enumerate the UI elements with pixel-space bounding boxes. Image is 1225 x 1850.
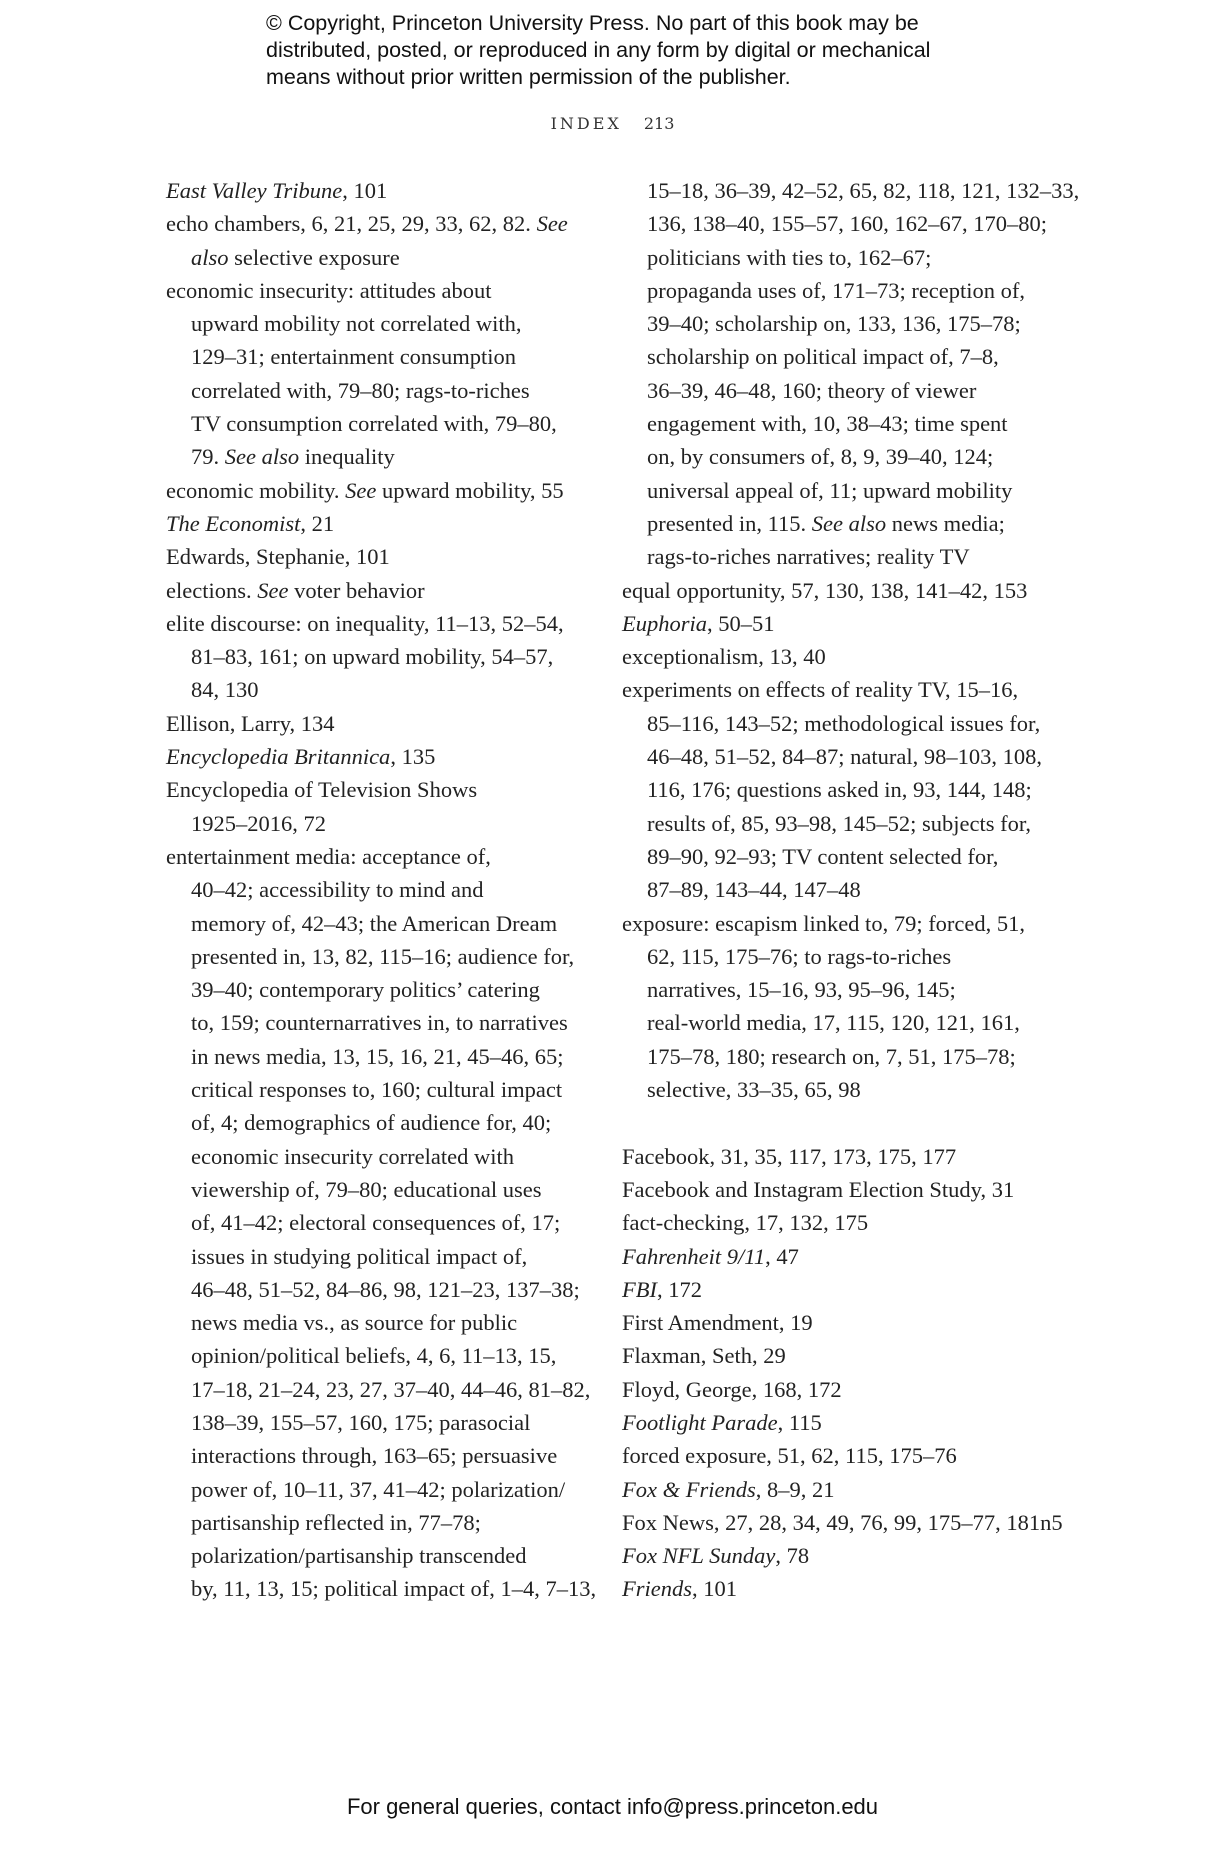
index-text: 116, 176; questions asked in, 93, 144, 148; bbox=[647, 777, 1032, 803]
index-entry-continuation bbox=[166, 1240, 582, 1273]
index-text: to, 159; counternarratives in, to narratives bbox=[191, 1010, 568, 1036]
index-text: , 172 bbox=[656, 1276, 702, 1302]
index-entry-continuation bbox=[166, 973, 582, 1006]
index-text: 46–48, 51–52, 84–87; natural, 98–103, 108, bbox=[647, 744, 1042, 770]
index-entry-continuation bbox=[622, 374, 1042, 407]
index-text: fact-checking, 17, 132, 175 bbox=[622, 1210, 869, 1236]
index-entry-continuation bbox=[166, 1073, 582, 1106]
index-entry-continuation bbox=[622, 507, 1042, 540]
index-entry bbox=[622, 1240, 1042, 1273]
index-entry bbox=[166, 607, 582, 640]
index-text: Edwards, Stephanie, 101 bbox=[166, 544, 390, 570]
index-entry-continuation bbox=[166, 1406, 582, 1439]
index-text: universal appeal of, 11; upward mobility bbox=[647, 477, 1013, 503]
index-text: by, 11, 13, 15; political impact of, 1–4, 7–13, bbox=[191, 1576, 597, 1602]
footer-contact: For general queries, contact info@press.princeton.edu bbox=[346, 1794, 879, 1819]
index-entry-continuation bbox=[622, 1040, 1042, 1073]
index-text: Flaxman, Seth, 29 bbox=[622, 1343, 786, 1369]
index-text-italic: See bbox=[257, 577, 289, 603]
index-entry-continuation bbox=[166, 1040, 582, 1073]
index-entry-continuation bbox=[166, 940, 582, 973]
index-entry-continuation bbox=[166, 640, 582, 673]
running-head bbox=[0, 114, 1225, 133]
index-entry bbox=[622, 907, 1042, 940]
index-text: 36–39, 46–48, 160; theory of viewer bbox=[647, 377, 977, 403]
index-text: 17–18, 21–24, 23, 27, 37–40, 44–46, 81–82, bbox=[191, 1376, 591, 1402]
index-entry-continuation bbox=[166, 407, 582, 440]
index-text: 39–40; contemporary politics’ catering bbox=[191, 977, 540, 1003]
index-entry bbox=[622, 1206, 1042, 1239]
index-entry-continuation bbox=[166, 1140, 582, 1173]
index-entry-continuation bbox=[166, 1339, 582, 1372]
index-entry bbox=[622, 1406, 1042, 1439]
index-entry-continuation bbox=[166, 1006, 582, 1039]
index-text: rags-to-riches narratives; reality TV bbox=[647, 544, 970, 570]
index-entry-continuation bbox=[622, 540, 1042, 573]
index-text: 136, 138–40, 155–57, 160, 162–67, 170–80; bbox=[647, 211, 1048, 237]
index-entry-continuation bbox=[622, 707, 1042, 740]
index-text: elite discourse: on inequality, 11–13, 52–54, bbox=[166, 610, 564, 636]
index-entry-continuation bbox=[622, 440, 1042, 473]
index-text: propaganda uses of, 171–73; reception of, bbox=[647, 277, 1026, 303]
index-entry bbox=[622, 1173, 1042, 1206]
index-entry-continuation bbox=[166, 1473, 582, 1506]
index-text: exceptionalism, 13, 40 bbox=[622, 644, 826, 670]
index-section-gap bbox=[622, 1106, 1042, 1139]
index-entry bbox=[622, 673, 1042, 706]
index-entry-continuation bbox=[622, 207, 1048, 240]
index-text: presented in, 115. bbox=[647, 510, 812, 536]
index-text: economic insecurity: attitudes about bbox=[166, 277, 492, 303]
index-text-italic: Friends bbox=[622, 1576, 692, 1602]
index-text: narratives, 15–16, 93, 95–96, 145; bbox=[647, 977, 956, 1003]
index-text: equal opportunity, 57, 130, 138, 141–42, 153 bbox=[622, 577, 1028, 603]
index-entry-continuation bbox=[166, 1306, 582, 1339]
index-text: elections. bbox=[166, 577, 258, 603]
index-entry bbox=[166, 574, 582, 607]
index-text: 40–42; accessibility to mind and bbox=[191, 877, 484, 903]
index-entry-continuation bbox=[166, 1273, 582, 1306]
index-text: 1925–2016, 72 bbox=[191, 810, 326, 836]
index-entry-continuation bbox=[622, 740, 1042, 773]
index-entry bbox=[622, 607, 1042, 640]
index-text: inequality bbox=[299, 444, 395, 470]
index-entry-continuation bbox=[166, 1506, 582, 1539]
index-entry bbox=[166, 174, 582, 207]
index-text: Ellison, Larry, 134 bbox=[166, 710, 335, 736]
index-entry-continuation bbox=[166, 673, 582, 706]
index-entry-continuation bbox=[166, 1373, 591, 1406]
index-text-italic: also bbox=[191, 244, 229, 270]
index-text-italic: East Valley Tribune bbox=[166, 178, 343, 203]
index-entry bbox=[622, 574, 1042, 607]
index-entry bbox=[622, 1373, 1042, 1406]
index-text-italic: See also bbox=[224, 444, 300, 470]
index-text: 79. bbox=[191, 444, 225, 470]
index-text: engagement with, 10, 38–43; time spent bbox=[647, 411, 1008, 437]
copyright-line: © Copyright, Princeton University Press. No part of this book may be bbox=[266, 11, 919, 35]
index-entry-continuation bbox=[166, 1539, 582, 1572]
index-text: 39–40; scholarship on, 133, 136, 175–78; bbox=[647, 311, 1021, 337]
index-text: Facebook, 31, 35, 117, 173, 175, 177 bbox=[622, 1143, 957, 1169]
index-entry bbox=[622, 1439, 1042, 1472]
index-text: 15–18, 36–39, 42–52, 65, 82, 118, 121, 132–33, bbox=[647, 178, 1080, 203]
index-text: selective exposure bbox=[228, 244, 400, 270]
index-text: scholarship on political impact of, 7–8, bbox=[647, 344, 999, 370]
index-entry-continuation bbox=[166, 807, 582, 840]
index-text-italic: Footlight Parade bbox=[622, 1409, 778, 1435]
index-text: results of, 85, 93–98, 145–52; subjects for, bbox=[647, 810, 1032, 836]
index-entry-continuation bbox=[166, 873, 582, 906]
index-entry-continuation bbox=[622, 973, 1042, 1006]
index-entry-continuation bbox=[166, 307, 582, 340]
index-text: real-world media, 17, 115, 120, 121, 161, bbox=[647, 1010, 1020, 1036]
index-entry bbox=[166, 540, 582, 573]
index-entry bbox=[622, 1572, 1042, 1605]
index-text: news media; bbox=[886, 510, 1005, 536]
index-entry bbox=[166, 773, 582, 806]
index-text: upward mobility, 55 bbox=[376, 477, 564, 503]
index-entry bbox=[622, 1140, 1042, 1173]
index-entry bbox=[166, 507, 582, 540]
index-entry bbox=[622, 640, 1042, 673]
running-head-label: INDEX bbox=[550, 114, 622, 133]
index-text: First Amendment, 19 bbox=[622, 1310, 813, 1336]
index-column-left bbox=[166, 174, 597, 1606]
index-column-right bbox=[622, 174, 1080, 1606]
index-text-italic: See bbox=[536, 211, 568, 237]
index-text: exposure: escapism linked to, 79; forced, 51, bbox=[622, 910, 1026, 936]
index-entry-continuation bbox=[166, 241, 582, 274]
index-entry-continuation bbox=[166, 1106, 582, 1139]
index-text: power of, 10–11, 37, 41–42; polarization/ bbox=[191, 1476, 566, 1502]
index-text: economic insecurity correlated with bbox=[191, 1143, 514, 1169]
index-text: 87–89, 143–44, 147–48 bbox=[647, 877, 861, 903]
index-text: on, by consumers of, 8, 9, 39–40, 124; bbox=[647, 444, 994, 470]
index-text: 89–90, 92–93; TV content selected for, bbox=[647, 843, 999, 869]
index-entry-continuation bbox=[622, 807, 1042, 840]
index-entry-continuation bbox=[622, 241, 1042, 274]
index-text: , 78 bbox=[775, 1543, 810, 1569]
index-entry-continuation bbox=[166, 907, 582, 940]
index-entry-continuation bbox=[166, 1572, 597, 1605]
copyright-notice bbox=[266, 10, 1026, 91]
index-entry-continuation bbox=[166, 1173, 582, 1206]
index-entry bbox=[166, 274, 582, 307]
index-text: correlated with, 79–80; rags-to-riches bbox=[191, 377, 530, 403]
index-text: entertainment media: acceptance of, bbox=[166, 843, 491, 869]
index-text: , 8–9, 21 bbox=[755, 1476, 835, 1502]
index-text-italic: Fox & Friends bbox=[622, 1476, 756, 1502]
index-text: 84, 130 bbox=[191, 677, 259, 703]
index-text: interactions through, 163–65; persuasive bbox=[191, 1443, 558, 1469]
index-text-italic: Fox NFL Sunday bbox=[622, 1543, 776, 1569]
index-text: selective, 33–35, 65, 98 bbox=[647, 1077, 861, 1103]
index-entry-continuation bbox=[622, 840, 1042, 873]
index-text: forced exposure, 51, 62, 115, 175–76 bbox=[622, 1443, 957, 1469]
index-text: experiments on effects of reality TV, 15–16, bbox=[622, 677, 1019, 703]
index-text: Fox News, 27, 28, 34, 49, 76, 99, 175–77, 181n5 bbox=[622, 1509, 1063, 1535]
index-text: of, 41–42; electoral consequences of, 17; bbox=[191, 1210, 561, 1236]
page-number: 213 bbox=[643, 114, 675, 133]
index-text-italic: The Economist bbox=[166, 510, 301, 536]
index-text: echo chambers, 6, 21, 25, 29, 33, 62, 82. bbox=[166, 211, 537, 237]
index-text: , 50–51 bbox=[707, 610, 775, 636]
index-text: , 21 bbox=[300, 510, 335, 536]
index-entry bbox=[622, 1539, 1042, 1572]
index-entry bbox=[622, 1273, 1042, 1306]
index-text: partisanship reflected in, 77–78; bbox=[191, 1509, 481, 1535]
index-text-italic: Fahrenheit 9/11 bbox=[622, 1243, 766, 1269]
index-entry-continuation bbox=[622, 1006, 1042, 1039]
index-text: upward mobility not correlated with, bbox=[191, 311, 522, 337]
index-text: polarization/partisanship transcended bbox=[191, 1543, 527, 1569]
index-text: Facebook and Instagram Election Study, 31 bbox=[622, 1176, 1015, 1202]
index-entry bbox=[166, 707, 582, 740]
index-entry-continuation bbox=[622, 174, 1080, 207]
index-text-italic: Encyclopedia Britannica bbox=[166, 744, 391, 770]
copyright-line: means without prior written permission of the publisher. bbox=[266, 65, 791, 89]
index-entry-continuation bbox=[166, 374, 582, 407]
index-entry-continuation bbox=[166, 440, 582, 473]
index-text: , 101 bbox=[342, 178, 388, 203]
index-text: 129–31; entertainment consumption bbox=[191, 344, 516, 370]
index-text: memory of, 42–43; the American Dream bbox=[191, 910, 558, 936]
index-text: 81–83, 161; on upward mobility, 54–57, bbox=[191, 644, 554, 670]
index-entry-continuation bbox=[622, 773, 1042, 806]
index-text: 46–48, 51–52, 84–86, 98, 121–23, 137–38; bbox=[191, 1276, 580, 1302]
index-entry-continuation bbox=[622, 940, 1042, 973]
index-entry-continuation bbox=[622, 1073, 1042, 1106]
index-text: politicians with ties to, 162–67; bbox=[647, 244, 932, 270]
index-text: Floyd, George, 168, 172 bbox=[622, 1376, 842, 1402]
index-text: , 47 bbox=[765, 1243, 799, 1269]
index-entry bbox=[166, 207, 582, 240]
index-entry bbox=[166, 474, 582, 507]
index-text: in news media, 13, 15, 16, 21, 45–46, 65; bbox=[191, 1043, 564, 1069]
index-text: , 101 bbox=[692, 1576, 737, 1602]
index-entry bbox=[166, 740, 582, 773]
index-text: presented in, 13, 82, 115–16; audience for, bbox=[191, 943, 575, 969]
index-text-italic: Euphoria bbox=[622, 610, 708, 636]
index-text-italic: FBI bbox=[622, 1276, 657, 1302]
index-entry-continuation bbox=[622, 407, 1042, 440]
index-entry bbox=[622, 1506, 1063, 1539]
index-text: 85–116, 143–52; methodological issues for, bbox=[647, 710, 1041, 736]
index-text-italic: See also bbox=[811, 510, 887, 536]
index-text: , 115 bbox=[777, 1409, 822, 1435]
index-text: 175–78, 180; research on, 7, 51, 175–78; bbox=[647, 1043, 1016, 1069]
index-text: viewership of, 79–80; educational uses bbox=[191, 1176, 542, 1202]
index-text: voter behavior bbox=[288, 577, 425, 603]
index-text: 62, 115, 175–76; to rags-to-riches bbox=[647, 943, 952, 969]
index-text: , 135 bbox=[390, 744, 436, 770]
index-entry-continuation bbox=[622, 340, 1042, 373]
index-entry-continuation bbox=[166, 340, 582, 373]
index-entry bbox=[622, 1473, 1042, 1506]
index-text: Encyclopedia of Television Shows bbox=[166, 777, 478, 803]
index-entry-continuation bbox=[622, 474, 1042, 507]
index-entry-continuation bbox=[166, 1206, 582, 1239]
index-entry-continuation bbox=[622, 307, 1042, 340]
copyright-line: distributed, posted, or reproduced in any form by digital or mechanical bbox=[266, 38, 931, 62]
index-text: issues in studying political impact of, bbox=[191, 1243, 528, 1269]
index-text: of, 4; demographics of audience for, 40; bbox=[191, 1110, 552, 1136]
index-entry-continuation bbox=[622, 274, 1042, 307]
index-text: 138–39, 155–57, 160, 175; parasocial bbox=[191, 1409, 531, 1435]
index-text: economic mobility. bbox=[166, 477, 346, 503]
index-text: critical responses to, 160; cultural impact bbox=[191, 1077, 563, 1103]
index-entry bbox=[622, 1339, 1042, 1372]
index-text: TV consumption correlated with, 79–80, bbox=[191, 411, 557, 437]
index-entry-continuation bbox=[166, 1439, 582, 1472]
index-entry bbox=[166, 840, 582, 873]
index-entry bbox=[622, 1306, 1042, 1339]
index-text: opinion/political beliefs, 4, 6, 11–13, 15, bbox=[191, 1343, 557, 1369]
index-text-italic: See bbox=[345, 477, 377, 503]
index-text: news media vs., as source for public bbox=[191, 1310, 518, 1336]
index-entry-continuation bbox=[622, 873, 1042, 906]
